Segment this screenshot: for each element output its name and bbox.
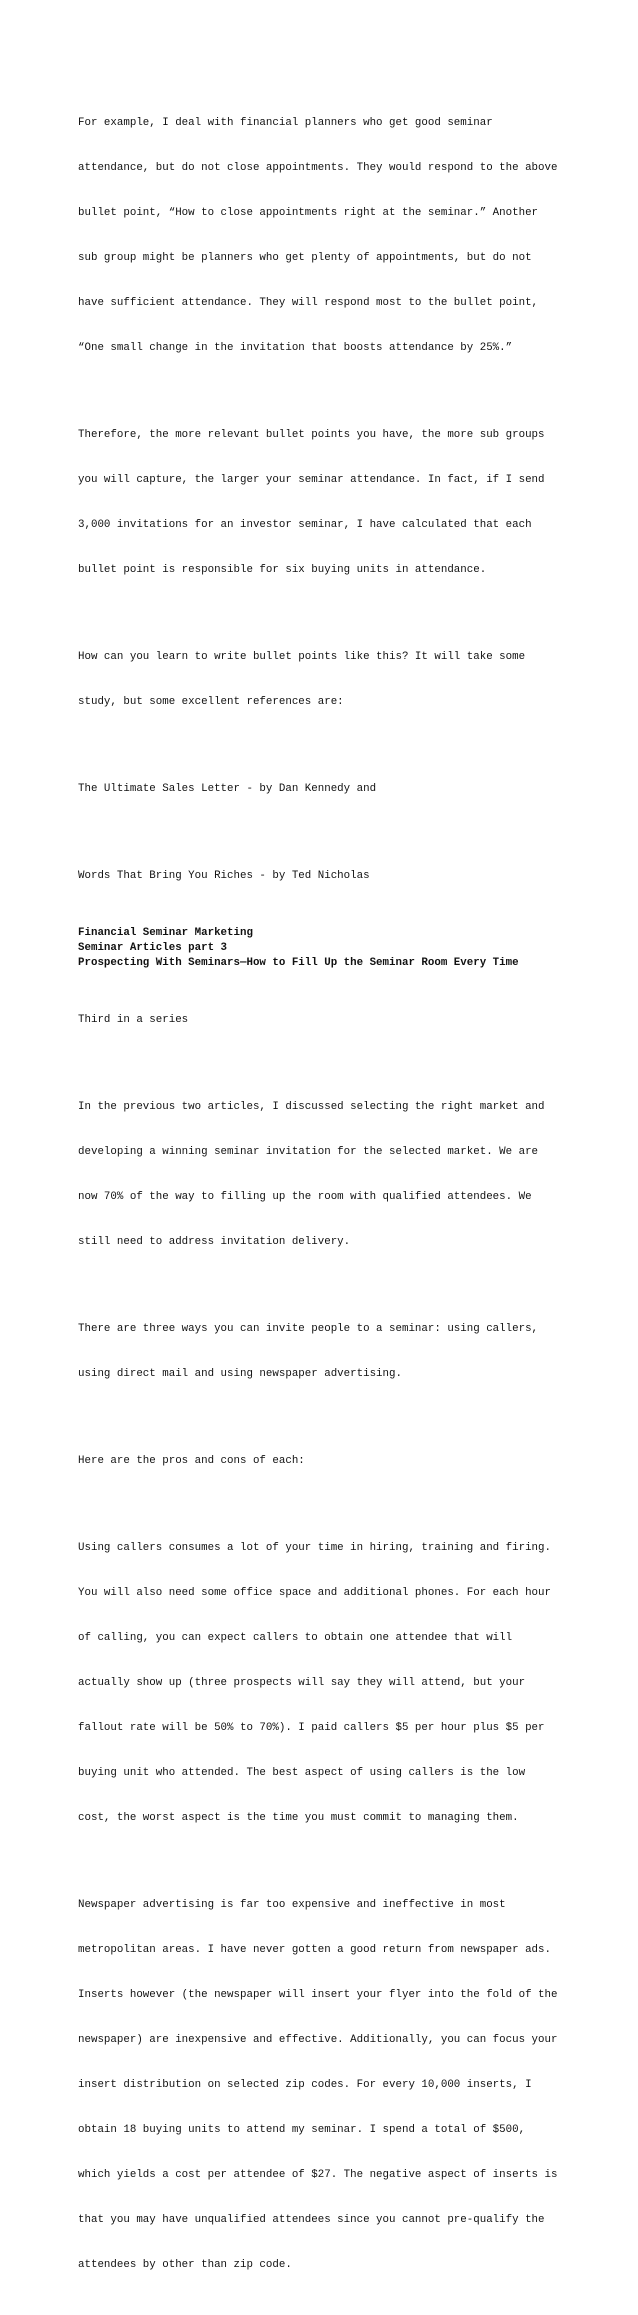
text-line: “One small change in the invitation that boosts attendance by 25%.” xyxy=(78,342,513,354)
text-line: Third in a series xyxy=(78,1014,189,1026)
text-line: Words That Bring You Riches - by Ted Nicholas xyxy=(78,870,370,882)
text-line: bullet point is responsible for six buying units in attendance. xyxy=(78,564,487,576)
heading-subtitle: Seminar Articles part 3 xyxy=(78,942,228,954)
text-line: that you may have unqualified attendees since you cannot pre-qualify the xyxy=(78,2214,545,2226)
article-heading xyxy=(78,926,578,971)
text-line: of calling, you can expect callers to obtain one attendee that will xyxy=(78,1632,513,1644)
reference-ultimate-sales-letter xyxy=(78,752,578,827)
paragraph-references-intro xyxy=(78,620,578,740)
reference-words-that-bring-riches xyxy=(78,839,578,914)
text-line: sub group might be planners who get plenty of appointments, but do not xyxy=(78,252,532,264)
text-line: cost, the worst aspect is the time you must commit to managing them. xyxy=(78,1812,519,1824)
text-line: newspaper) are inexpensive and effective. Additionally, you can focus your xyxy=(78,2034,558,2046)
text-line: which yields a cost per attendee of $27. The negative aspect of inserts is xyxy=(78,2169,558,2181)
text-line: 3,000 invitations for an investor seminar, I have calculated that each xyxy=(78,519,532,531)
text-line: Newspaper advertising is far too expensive and ineffective in most xyxy=(78,1899,506,1911)
text-line: bullet point, “How to close appointments right at the seminar.” Another xyxy=(78,207,539,219)
text-line: study, but some excellent references are: xyxy=(78,696,344,708)
text-line: Using callers consumes a lot of your time in hiring, training and firing. xyxy=(78,1542,551,1554)
paragraph-previous-articles xyxy=(78,1070,578,1280)
text-line: now 70% of the way to filling up the room with qualified attendees. We xyxy=(78,1191,532,1203)
text-line: buying unit who attended. The best aspect of using callers is the low xyxy=(78,1767,526,1779)
paragraph-bullet-points xyxy=(78,398,578,608)
paragraph-pros-cons xyxy=(78,1424,578,1499)
text-line: The Ultimate Sales Letter - by Dan Kennedy and xyxy=(78,783,377,795)
paragraph-three-ways xyxy=(78,1292,578,1412)
text-line: In the previous two articles, I discussed selecting the right market and xyxy=(78,1101,545,1113)
text-line: There are three ways you can invite people to a seminar: using callers, xyxy=(78,1323,539,1335)
text-line: insert distribution on selected zip codes. For every 10,000 inserts, I xyxy=(78,2079,532,2091)
paragraph-sub-groups xyxy=(78,86,578,386)
text-line: Therefore, the more relevant bullet points you have, the more sub groups xyxy=(78,429,545,441)
document-page xyxy=(78,86,578,2315)
text-line: obtain 18 buying units to attend my seminar. I spend a total of $500, xyxy=(78,2124,526,2136)
text-line: using direct mail and using newspaper advertising. xyxy=(78,1368,402,1380)
text-line: Here are the pros and cons of each: xyxy=(78,1455,305,1467)
paragraph-newspaper xyxy=(78,1868,578,2303)
text-line: developing a winning seminar invitation for the selected market. We are xyxy=(78,1146,539,1158)
heading-title: Financial Seminar Marketing xyxy=(78,927,253,939)
text-line: metropolitan areas. I have never gotten a good return from newspaper ads. xyxy=(78,1944,551,1956)
paragraph-callers xyxy=(78,1511,578,1856)
paragraph-series xyxy=(78,983,578,1058)
text-line: you will capture, the larger your seminar attendance. In fact, if I send xyxy=(78,474,545,486)
text-line: have sufficient attendance. They will respond most to the bullet point, xyxy=(78,297,539,309)
text-line: still need to address invitation delivery. xyxy=(78,1236,351,1248)
text-line: You will also need some office space and additional phones. For each hour xyxy=(78,1587,551,1599)
text-line: For example, I deal with financial planners who get good seminar xyxy=(78,117,493,129)
text-line: attendees by other than zip code. xyxy=(78,2259,292,2271)
text-line: How can you learn to write bullet points like this? It will take some xyxy=(78,651,526,663)
text-line: Inserts however (the newspaper will insert your flyer into the fold of the xyxy=(78,1989,558,2001)
text-line: attendance, but do not close appointments. They would respond to the above xyxy=(78,162,558,174)
text-line: actually show up (three prospects will say they will attend, but your xyxy=(78,1677,526,1689)
heading-article-title: Prospecting With Seminars—How to Fill Up the Seminar Room Every Time xyxy=(78,957,519,969)
text-line: fallout rate will be 50% to 70%). I paid callers $5 per hour plus $5 per xyxy=(78,1722,545,1734)
